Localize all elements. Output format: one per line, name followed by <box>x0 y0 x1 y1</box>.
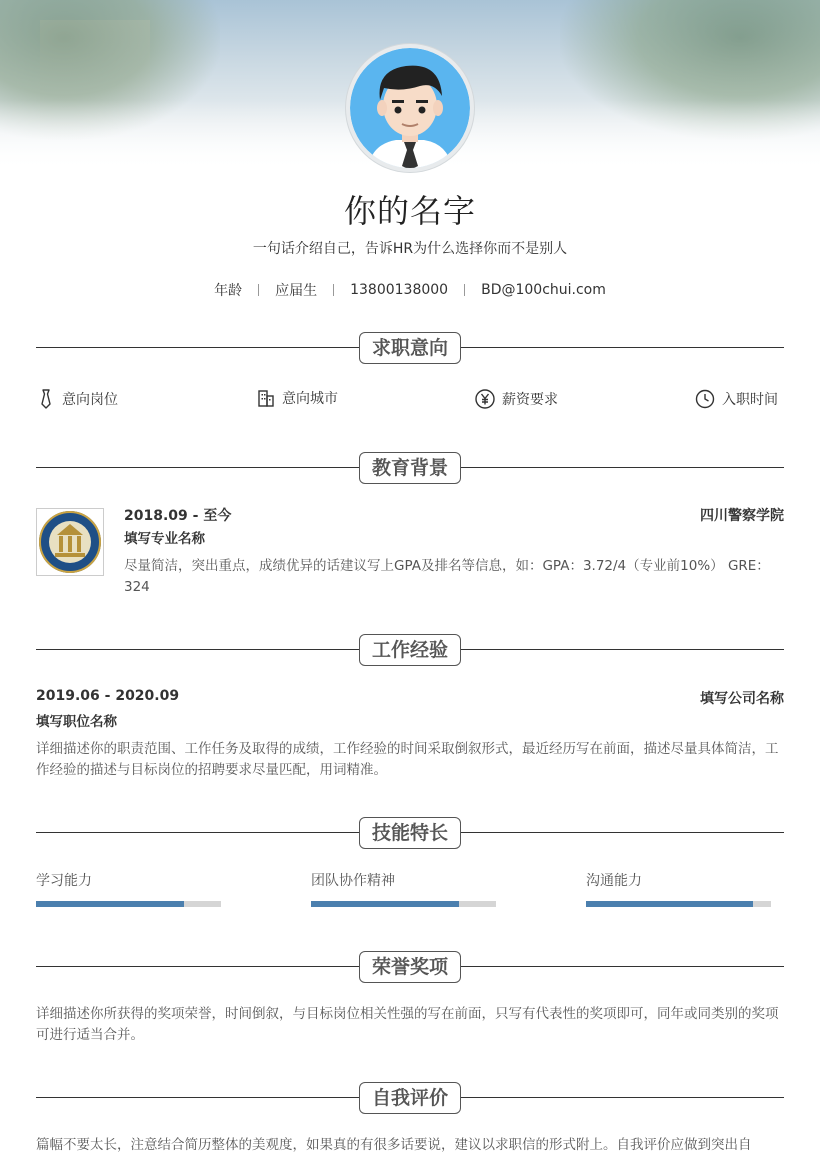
company-name: 填写公司名称 <box>700 691 784 707</box>
skill-item <box>586 870 642 890</box>
section-header-self-evaluation <box>36 1082 784 1114</box>
candidate-name: 你的名字 <box>343 192 476 230</box>
intent-city: 意向城市 <box>256 388 338 408</box>
yuan-icon <box>474 388 496 410</box>
section-title: 工作经验 <box>359 634 461 666</box>
clock-icon <box>694 388 716 410</box>
contact-phone: 13800138000 <box>350 282 449 298</box>
skill-label: 学习能力 <box>36 873 92 889</box>
divider <box>464 284 465 296</box>
section-header-skills <box>36 817 784 849</box>
section-title: 自我评价 <box>359 1082 461 1114</box>
section-header-education <box>36 452 784 484</box>
skill-item <box>311 870 395 890</box>
contact-bar <box>0 280 820 300</box>
section-title: 教育背景 <box>359 452 461 484</box>
contact-age: 年龄 <box>214 283 243 299</box>
building-icon <box>256 388 276 408</box>
position-name: 填写职位名称 <box>36 714 117 730</box>
divider <box>258 284 259 296</box>
divider <box>333 284 334 296</box>
skill-label: 团队协作精神 <box>311 873 395 889</box>
section-header-honors <box>36 951 784 983</box>
school-name: 四川警察学院 <box>700 508 784 524</box>
section-title: 求职意向 <box>359 332 461 364</box>
major-name: 填写专业名称 <box>124 531 205 547</box>
tie-icon <box>36 388 56 410</box>
work-description: 详细描述你的职责范围、工作任务及取得的成绩，工作经验的时间采取倒叙形式，最近经历写在前面，描述尽量具体简洁，工作经验的描述与目标岗位的招聘要求尽量匹配，用词精准。 <box>36 741 779 778</box>
skill-item <box>36 870 92 890</box>
intent-position: 意向岗位 <box>36 388 118 410</box>
skill-bar-fill <box>36 901 184 907</box>
section-header-intent <box>36 332 784 364</box>
honors-description: 详细描述你所获得的奖项荣誉，时间倒叙，与目标岗位相关性强的写在前面，只写有代表性的奖项即可，同年或同类别的奖项可进行适当合并。 <box>36 1006 779 1043</box>
skill-bar-track <box>311 901 496 907</box>
skill-bar-track <box>586 901 771 907</box>
person-illustration <box>350 48 470 168</box>
education-header <box>124 505 784 525</box>
education-period: 2018.09 - 至今 <box>124 508 232 524</box>
section-title: 技能特长 <box>359 817 461 849</box>
school-logo <box>36 508 104 576</box>
skill-bar-fill <box>586 901 753 907</box>
skill-label: 沟通能力 <box>586 873 642 889</box>
tagline: 一句话介绍自己，告诉HR为什么选择你而不是别人 <box>252 241 568 257</box>
skill-bar-track <box>36 901 221 907</box>
contact-status: 应届生 <box>275 283 318 299</box>
education-description: 尽量简洁，突出重点，成绩优异的话建议写上GPA及排名等信息，如：GPA：3.72/4（专业前10%） GRE：324 <box>124 558 770 595</box>
section-header-work <box>36 634 784 666</box>
work-period: 2019.06 - 2020.09 <box>36 688 180 704</box>
intent-salary: 薪资要求 <box>474 388 558 410</box>
intent-start-time: 入职时间 <box>694 388 778 410</box>
contact-email[interactable]: BD@100chui.com <box>481 282 606 298</box>
self-evaluation-description: 篇幅不要太长，注意结合简历整体的美观度，如果真的有很多话要说，建议以求职信的形式附上。自我评价应做到突出自 <box>36 1137 752 1153</box>
section-title: 荣誉奖项 <box>359 951 461 983</box>
skill-bar-fill <box>311 901 459 907</box>
avatar <box>346 44 474 172</box>
work-header <box>36 688 784 708</box>
